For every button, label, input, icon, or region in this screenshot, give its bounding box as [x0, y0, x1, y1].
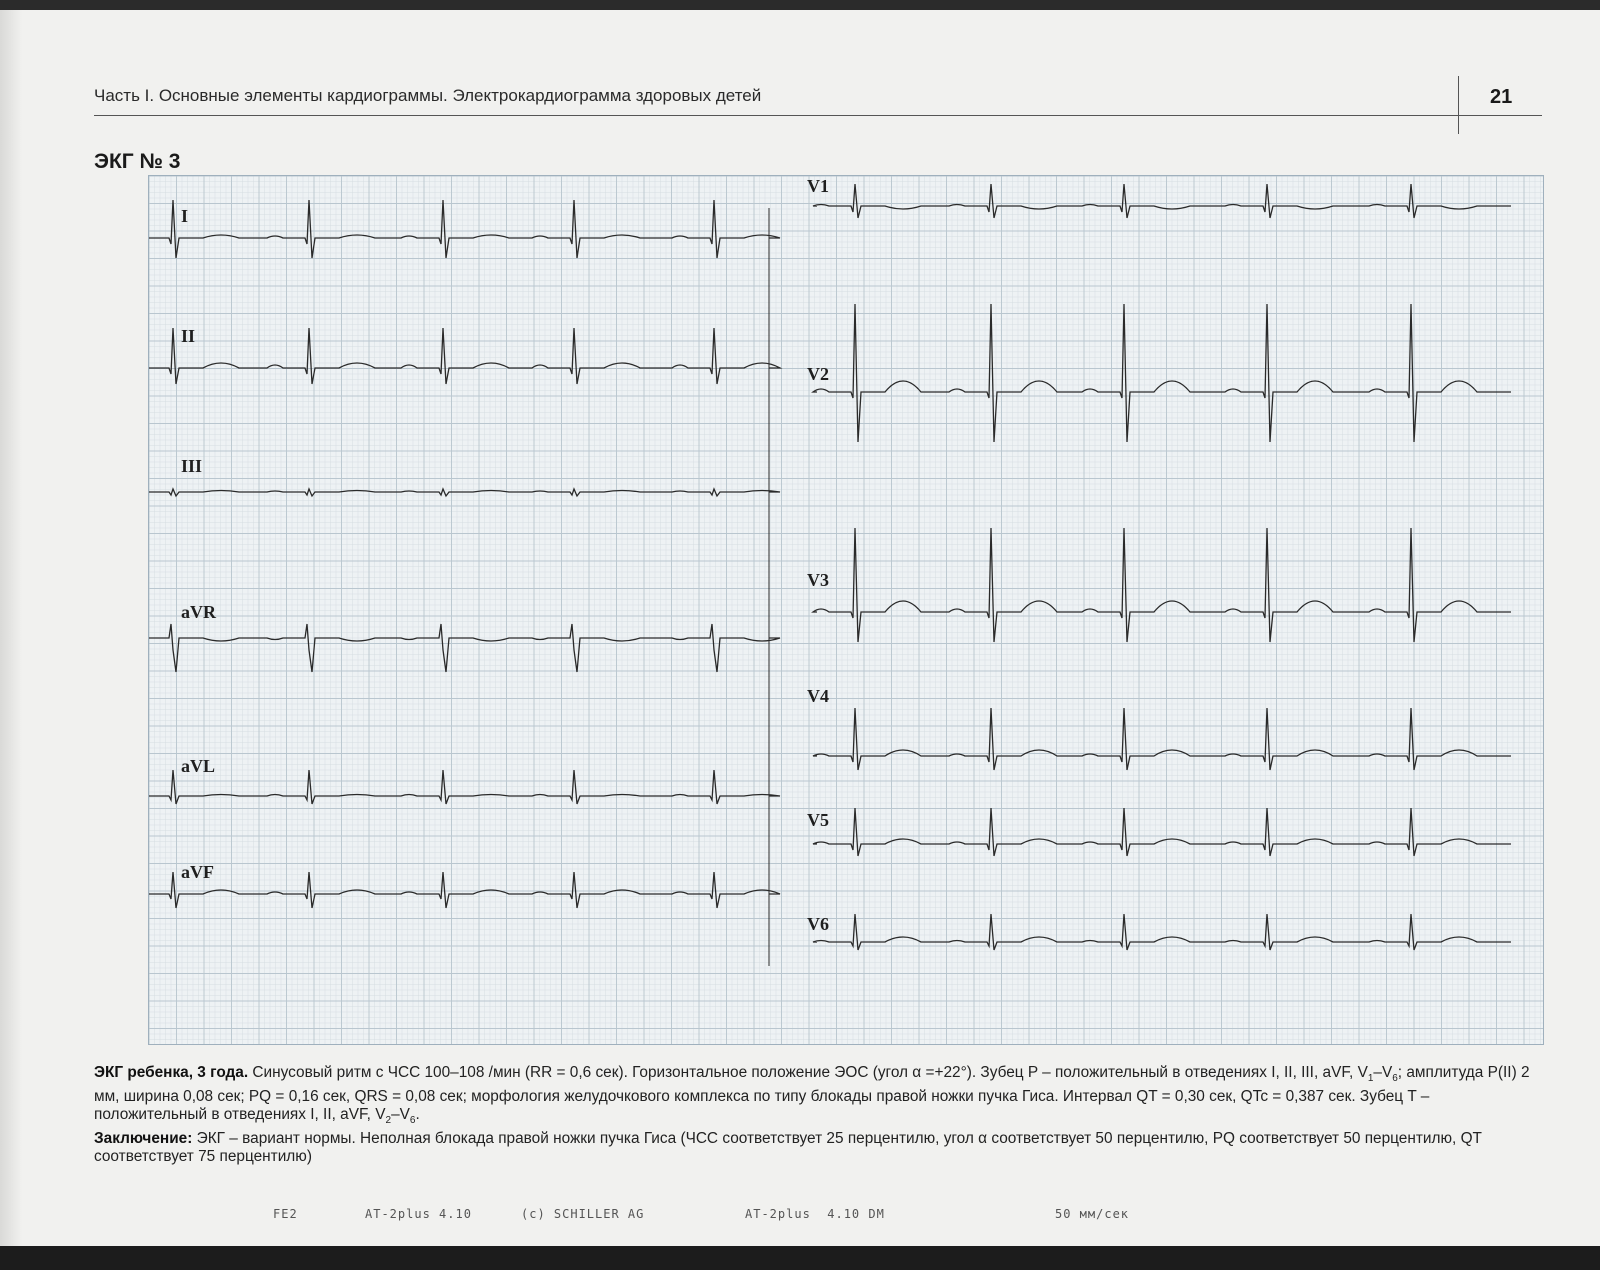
device-print-4: AT-2plus 4.10 DM [745, 1207, 885, 1221]
ecg-traces [149, 176, 1543, 1044]
trace-lead-aVL [149, 770, 780, 804]
caption-paragraph-description [94, 1064, 1542, 1130]
lead-label-V5: V5 [807, 810, 829, 830]
caption-text: Синусовый ритм с ЧСС 100–108 /мин (RR = 0,6 сек). Горизонтальное положение ЭОС (угол α =+22°). Зубец P – положительный в отведениях I, II, III, aVF, V [252, 1064, 1368, 1081]
caption-label: ЭКГ ребенка, 3 года. [94, 1064, 249, 1081]
caption-text: ; амплитуда P(II) 2 мм, ширина 0,08 сек; PQ = 0,16 сек, QRS = 0,08 сек; морфология желудочкового комплекса по типу блокады правой ножки пучка Гиса. Интервал QT = 0,30 сек, QTc = 0,387 сек. Зубец T – положительный в отведениях I, II, aVF, V [94, 1064, 1530, 1124]
trace-lead-I [149, 200, 780, 258]
lead-label-III: III [181, 456, 203, 476]
conclusion-text: ЭКГ – вариант нормы. Неполная блокада правой ножки пучка Гиса (ЧСС соответствует 25 перцентилю, угол α соответствует 50 перцентилю, PQ соответствует 50 перцентилю, QT соответствует 75 перцентилю) [94, 1130, 1482, 1166]
trace-lead-V6 [813, 914, 1511, 950]
trace-lead-aVF [149, 872, 780, 908]
page-top-edge [0, 0, 1600, 10]
lead-label-II: II [181, 326, 196, 346]
caption-sub: 6 [1392, 1073, 1398, 1085]
trace-lead-V4 [813, 708, 1511, 770]
lead-label-V4: V4 [807, 686, 829, 706]
caption-text: . [415, 1106, 420, 1124]
trace-lead-II [149, 328, 780, 384]
header-divider [1458, 76, 1459, 134]
lead-label-V6: V6 [807, 914, 829, 934]
device-print-2: AT-2plus 4.10 [365, 1207, 472, 1221]
lead-label-V3: V3 [807, 570, 829, 590]
trace-lead-aVR [149, 624, 780, 672]
trace-lead-V3 [813, 528, 1511, 642]
lead-label-aVF: aVF [181, 862, 214, 882]
figure-caption [94, 1064, 1542, 1166]
running-title: Часть I. Основные элементы кардиограммы. Электрокардиограмма здоровых детей [94, 86, 762, 105]
device-print-3: (c) SCHILLER AG [521, 1207, 645, 1221]
header-rule [94, 115, 1542, 116]
lead-label-aVR: aVR [181, 602, 216, 622]
page-bottom-edge [0, 1246, 1600, 1270]
ecg-title: ЭКГ № 3 [94, 150, 181, 173]
caption-text: –V [1373, 1064, 1393, 1081]
lead-label-V2: V2 [807, 364, 829, 384]
lead-label-aVL: aVL [181, 756, 216, 776]
device-print-1: FE2 [273, 1207, 298, 1221]
caption-sub: 6 [409, 1115, 416, 1127]
trace-lead-V5 [813, 808, 1511, 856]
page-gutter [0, 10, 22, 1246]
lead-label-I: I [181, 206, 189, 226]
trace-lead-V1 [813, 184, 1511, 218]
ecg-grid-minor [149, 176, 1543, 1044]
page-number: 21 [1490, 86, 1513, 108]
caption-sub: 2 [385, 1115, 392, 1127]
caption-paragraph-conclusion [94, 1130, 1542, 1166]
lead-label-V1: V1 [807, 176, 829, 196]
device-print-5: 50 мм/сек [1055, 1207, 1130, 1221]
caption-text: –V [391, 1106, 410, 1124]
caption-sub: 1 [1367, 1073, 1374, 1085]
conclusion-label: Заключение: [94, 1130, 193, 1148]
